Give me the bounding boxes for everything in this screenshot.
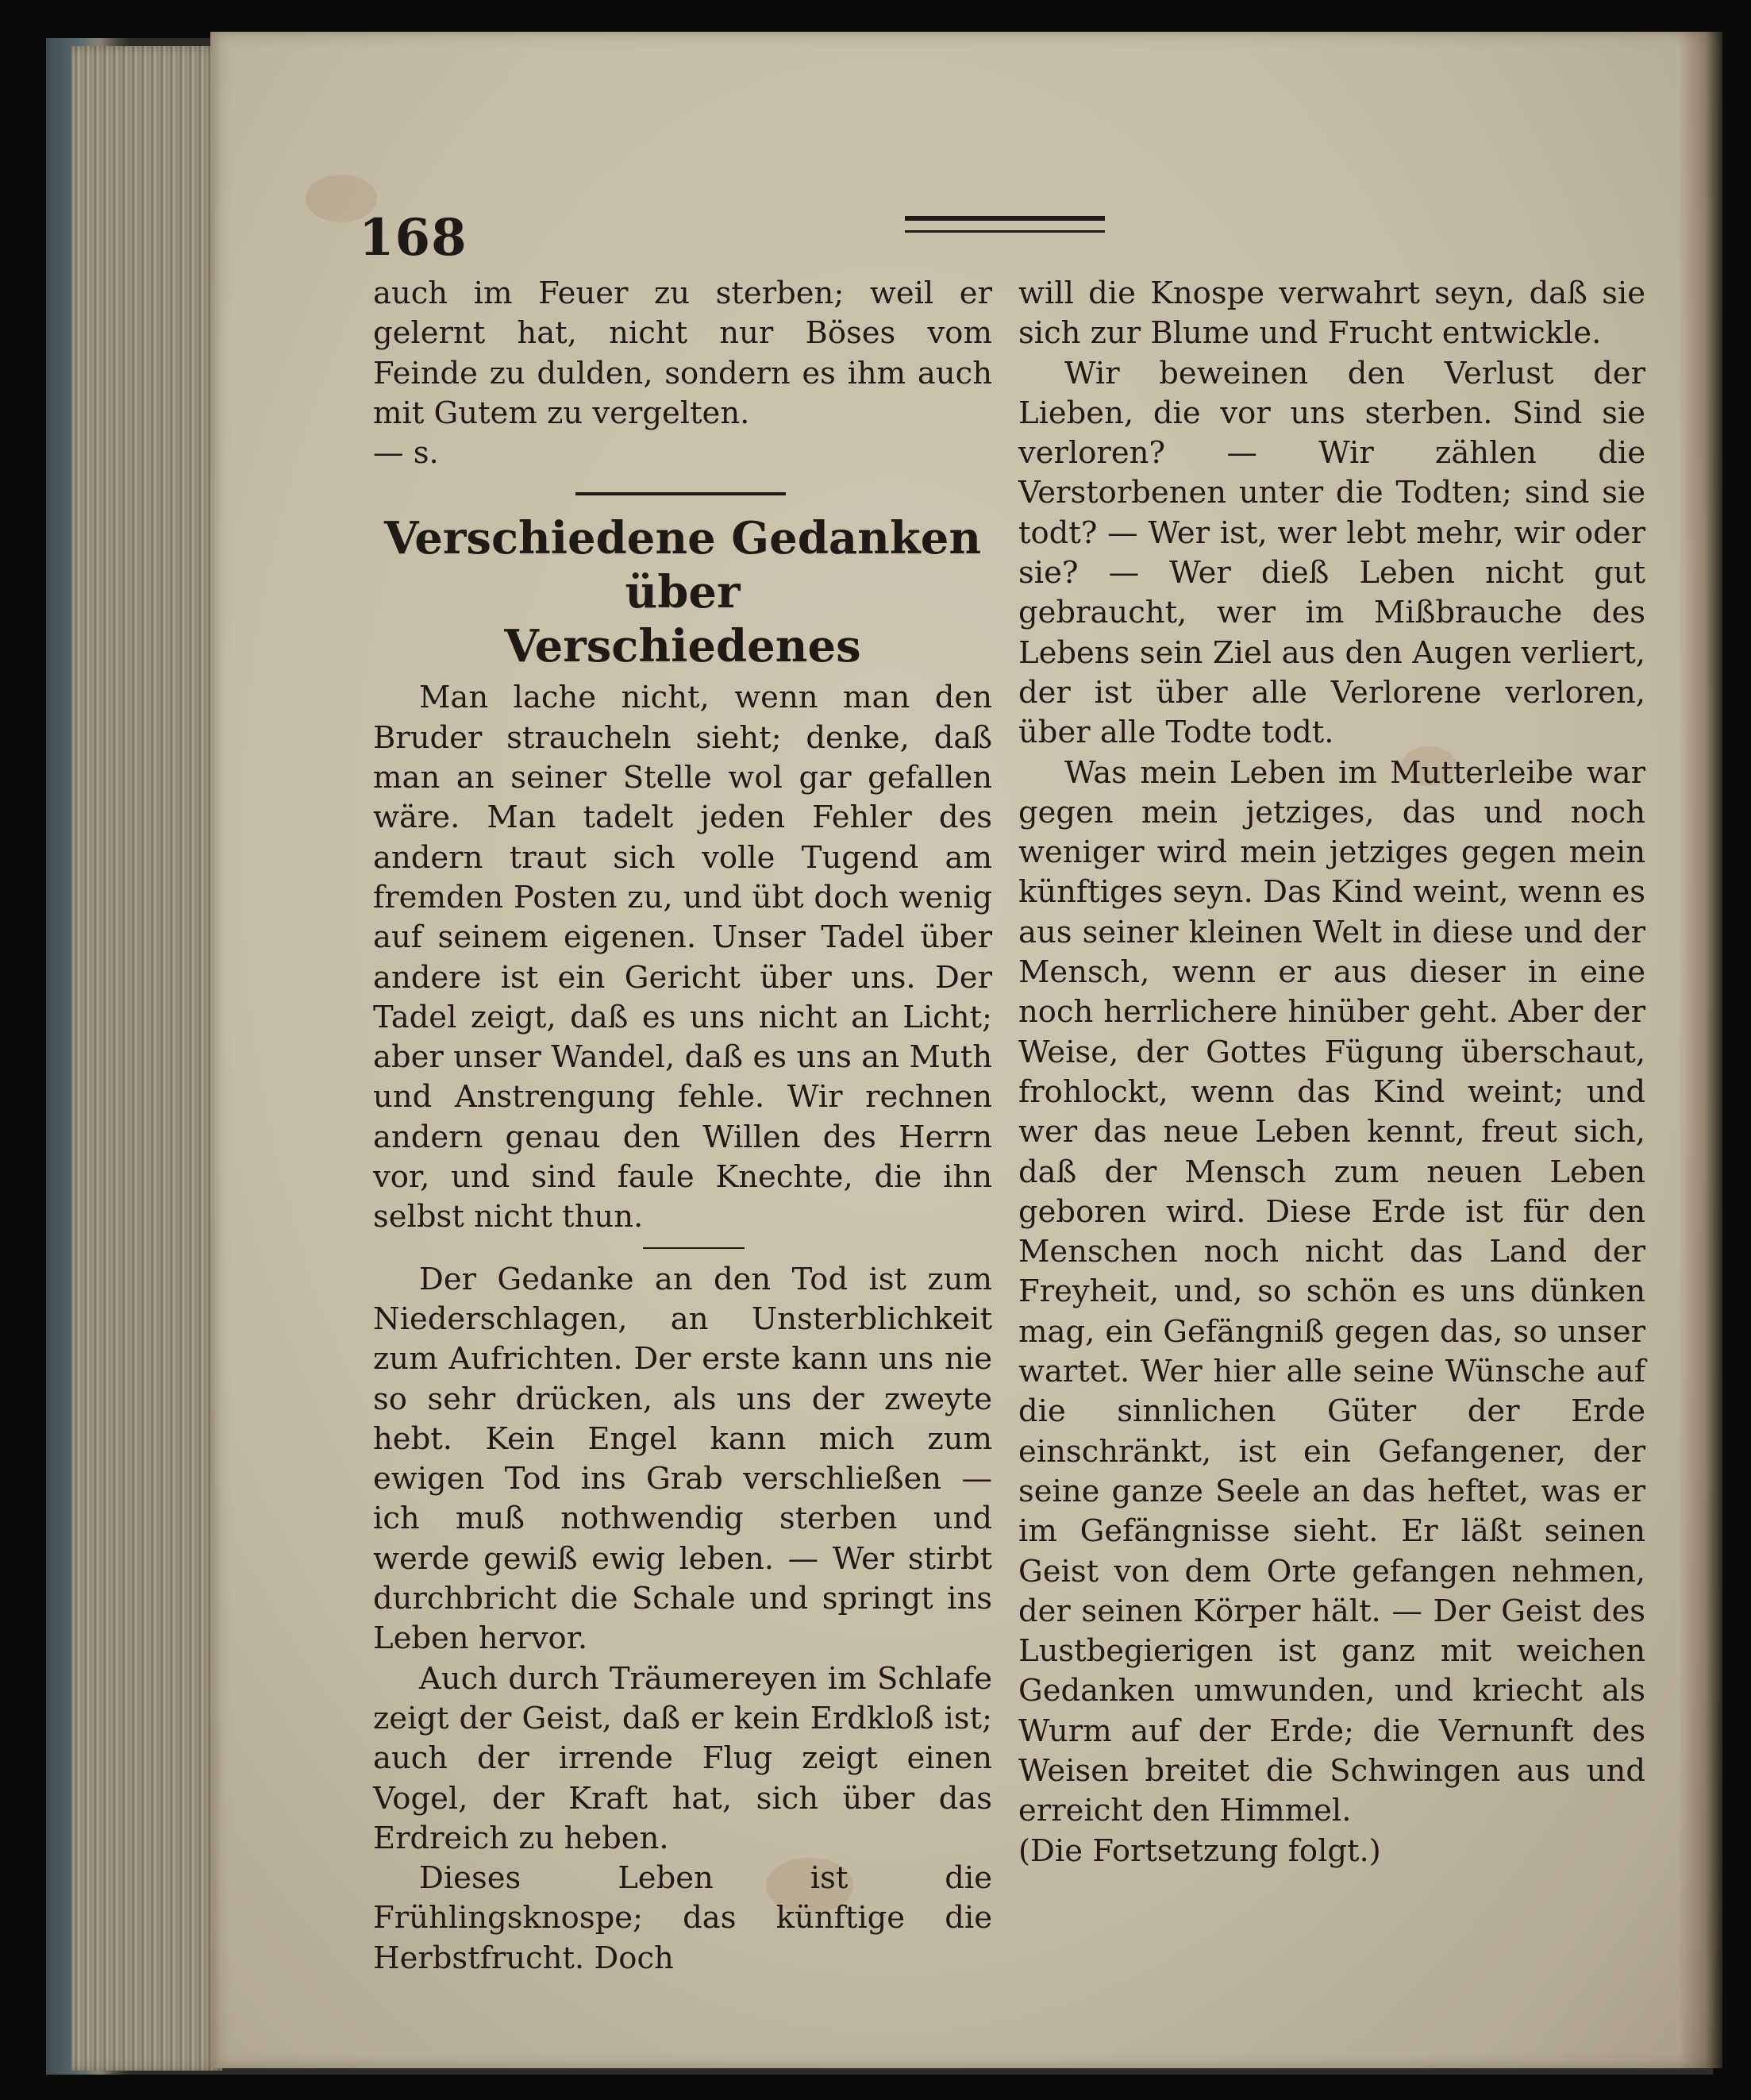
signature: — s. xyxy=(373,435,439,472)
left-column xyxy=(373,274,992,1979)
continued-note: (Die Fortsetzung folgt.) xyxy=(1018,1832,1381,1869)
paragraph: will die Knospe verwahrt seyn, daß sie sich zur Blume und Frucht entwickle. xyxy=(1018,276,1645,352)
header-rule xyxy=(905,216,1105,233)
page-number: 168 xyxy=(359,208,468,268)
paragraph: Der Gedanke an den Tod ist zum Niederschlagen, an Unsterblichkeit zum Aufrichten. Der erste kann uns nie so sehr drücken, als uns der zweyte hebt. Kein Engel kann mich zum ewigen Tod ins Grab verschließen — ich muß nothwendig sterben und werde gewiß ewig leben. — Wer stirbt durchbricht die Schale und springt ins Leben hervor. xyxy=(373,1261,992,1657)
paragraph: Dieses Leben ist die Frühlingsknospe; das künftige die Herbstfrucht. Doch xyxy=(373,1860,992,1976)
paragraph: Man lache nicht, wenn man den Bruder straucheln sieht; denke, daß man an seiner Stelle wol gar gefallen wäre. Man tadelt jeden Fehler des andern traut sich volle Tugend am fremden Posten zu, und übt doch wenig auf seinem eigenen. Unser Tadel über andere ist ein Gericht über uns. Der Tadel zeigt, daß es uns nicht an Licht; aber unser Wandel, daß es uns an Muth und Anstrengung fehle. Wir rechnen andern genau den Willen des Herrn vor, und sind faule Knechte, die ihn selbst nicht thun. xyxy=(373,680,992,1235)
paragraph: Wir beweinen den Verlust der Lieben, die vor uns sterben. Sind sie verloren? — Wir zählen die Verstorbenen unter die Todten; sind sie todt? — Wer ist, wer lebt mehr, wir oder sie? — Wer dieß Leben nicht gut gebraucht, wer im Mißbrauche des Lebens sein Ziel aus den Augen verliert, der ist über alle Verlorene verloren, über alle Todte todt. xyxy=(1018,355,1645,751)
paragraph: Was mein Leben im Mutterleibe war gegen mein jetziges, das und noch weniger wird mein jetziges gegen mein künftiges seyn. Das Kind weint, wenn es aus seiner kleinen Welt in diese und der Mensch, wenn er aus dieser in eine noch herrlichere hinüber geht. Aber der Weise, der Gottes Fügung überschaut, frohlockt, wenn das Kind weint; und wer das neue Leben kennt, freut sich, daß der Mensch zum neuen Leben geboren wird. Diese Erde ist für den Menschen noch nicht das Land der Freyheit, und, so schön es uns dünken mag, ein Gefängniß gegen das, so unser wartet. Wer hier alle seine Wünsche auf die sinnlichen Güter der Erde einschränkt, ist ein Gefangener, der seine ganze Seele an das heftet, was er im Gefängnisse sieht. Er läßt seinen Geist von dem Orte gefangen nehmen, der seinen Körper hält. — Der Geist des Lustbegierigen ist ganz mit weichen Gedanken umwunden, und kriecht als Wurm auf der Erde; die Vernunft des Weisen breitet die Schwingen aus und erreicht den Himmel. xyxy=(1018,754,1645,1829)
page-gutter xyxy=(1679,32,1722,2068)
opening-paragraph: auch im Feuer zu sterben; weil er gelernt hat, nicht nur Böses vom Feinde zu dulden, sondern es ihm auch mit Gutem zu vergelten. xyxy=(373,276,992,431)
section-title-line: Verschiedenes xyxy=(504,620,861,673)
right-column xyxy=(1018,274,1645,1871)
section-title-line: Verschiedene Gedanken über xyxy=(383,512,982,619)
paragraph: Auch durch Träumereyen im Schlafe zeigt der Geist, daß er kein Erdkloß ist; auch der irrende Flug zeigt einen Vogel, der Kraft hat, sich über das Erdreich zu heben. xyxy=(373,1660,992,1856)
section-title xyxy=(373,511,992,673)
section-rule xyxy=(575,492,786,495)
page-edges xyxy=(71,46,222,2071)
paragraph-divider xyxy=(643,1247,745,1249)
